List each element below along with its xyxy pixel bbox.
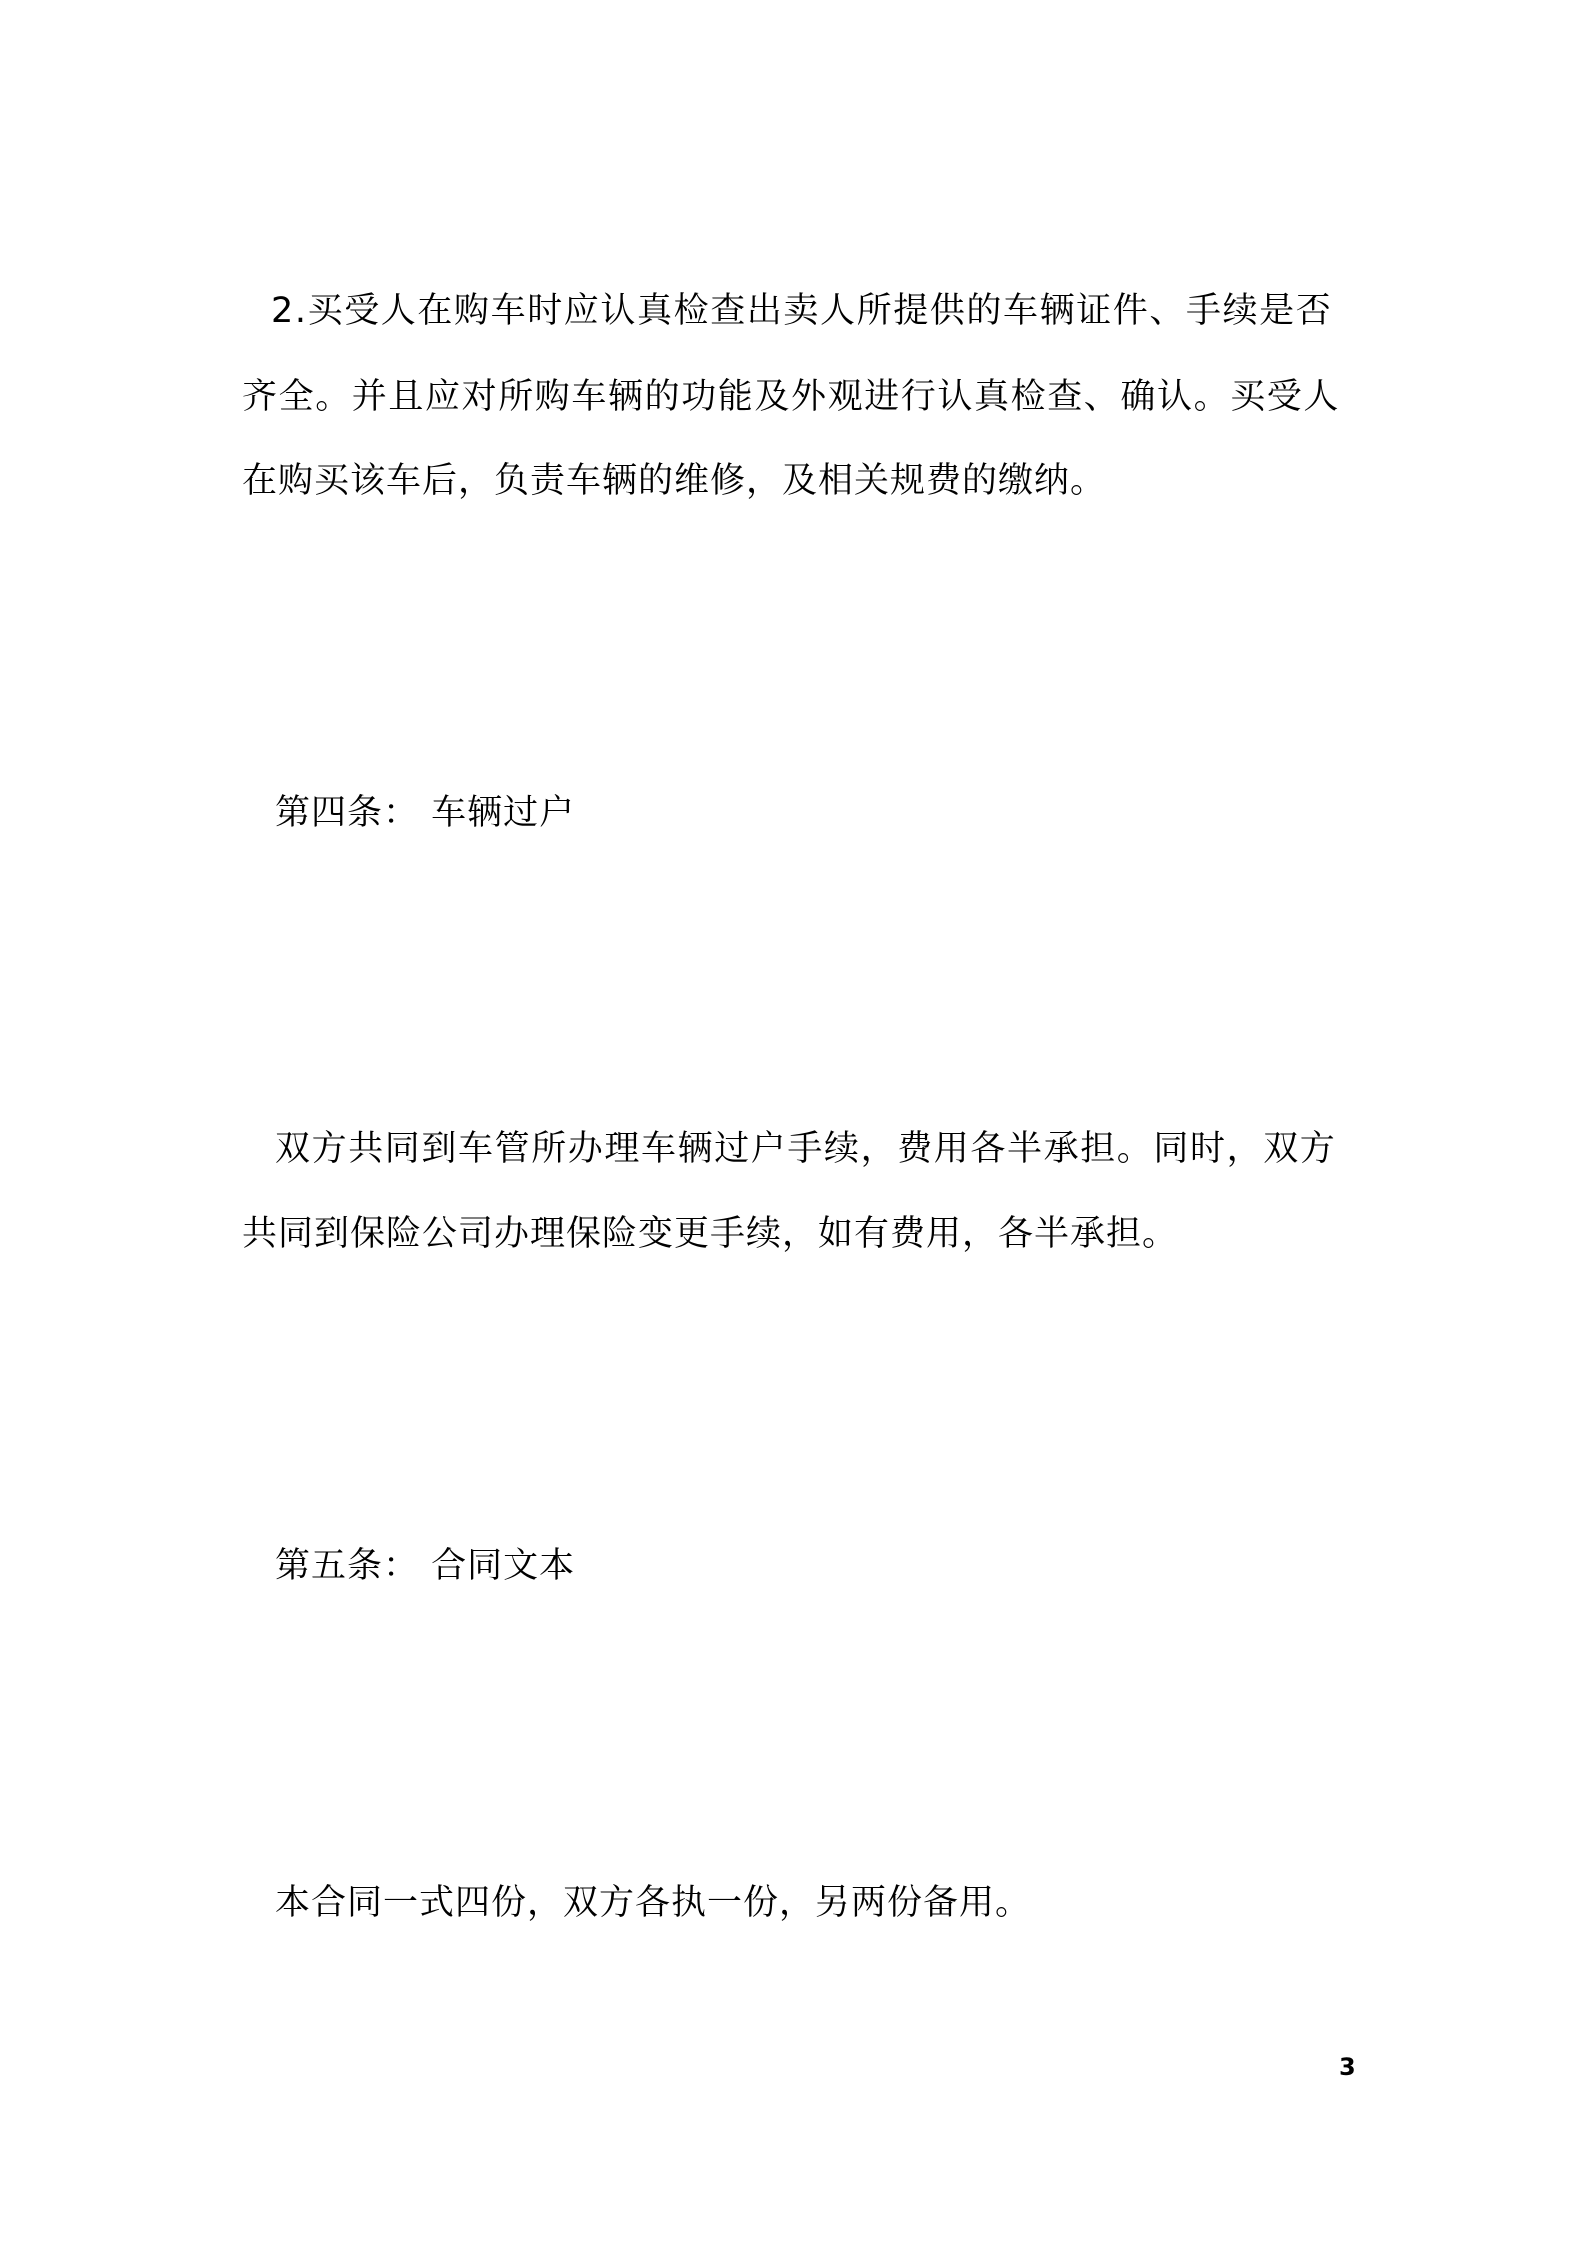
article-4-line-1: 双方共同到车管所办理车辆过户手续，费用各半承担。同时，双方 bbox=[275, 1129, 1337, 1169]
paragraph-2-line-3: 在购买该车后，负责车辆的维修，及相关规费的缴纳。 bbox=[242, 461, 1107, 501]
article-4-line-2: 共同到保险公司办理保险变更手续，如有费用，各半承担。 bbox=[242, 1214, 1179, 1254]
article-5-body: 本合同一式四份，双方各执一份，另两份备用。 bbox=[275, 1883, 1032, 1923]
page-number: 3 bbox=[1339, 2053, 1356, 2081]
article-4-heading: 第四条： 车辆过户 bbox=[275, 793, 576, 833]
paragraph-2-line-1: 2.买受人在购车时应认真检查出卖人所提供的车辆证件、手续是否 bbox=[271, 291, 1333, 331]
paragraph-2-line-2: 齐全。并且应对所购车辆的功能及外观进行认真检查、确认。买受人 bbox=[242, 377, 1341, 417]
article-5-heading: 第五条： 合同文本 bbox=[275, 1546, 576, 1586]
